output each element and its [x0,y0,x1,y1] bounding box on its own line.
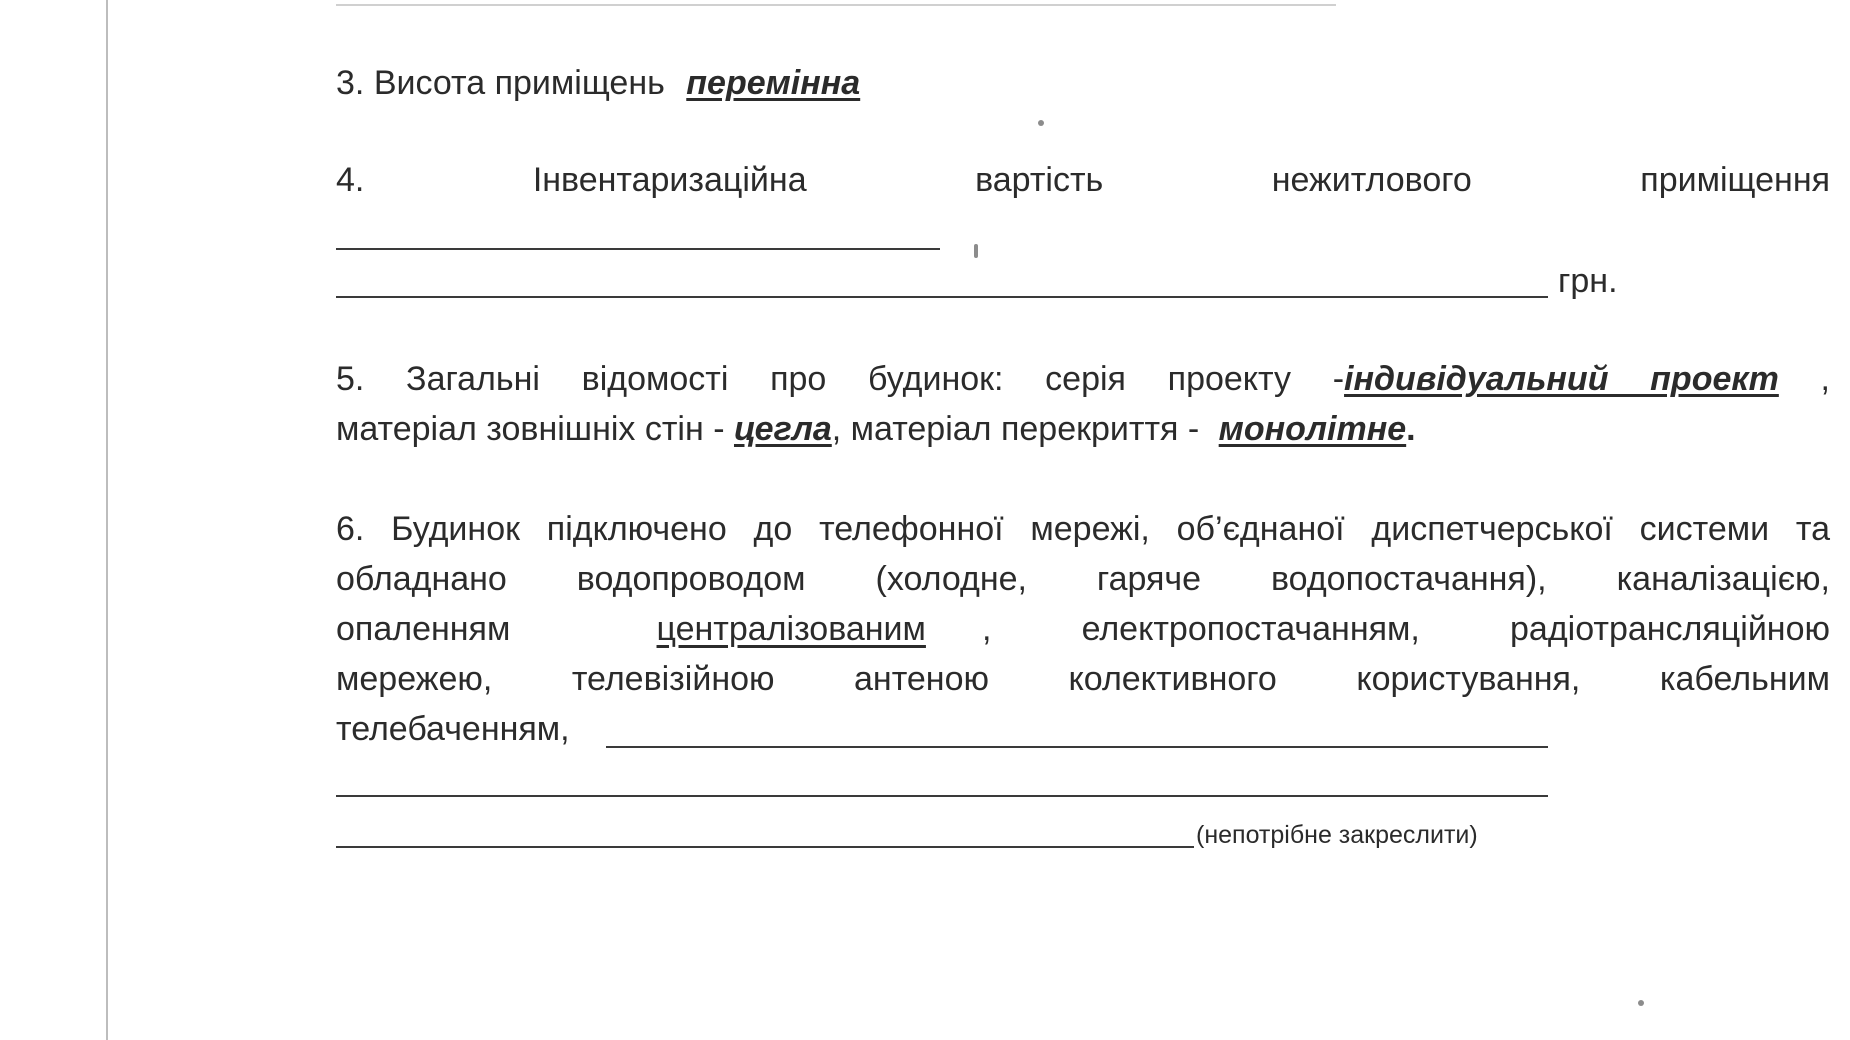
item-6-line-3-rest: , електропостачанням, радіотрансляційною [981,610,1830,648]
item-6-blank-line-1 [606,746,1548,748]
item-4-word-4: приміщення [1640,161,1831,199]
item-6-heating-value: централізованим [656,610,926,648]
scan-speck [1038,120,1044,126]
item-5-line-2 [336,404,1416,454]
item-5-text: 5. Загальні відомості про будинок: серія проекту [336,360,1292,398]
item-5-walls-label: матеріал зовнішніх стін - [336,410,725,448]
item-4-unit: грн. [1558,262,1618,300]
item-6-line-2: обладнано водопроводом (холодне, гаряче водопостачання), каналізацією, [336,560,1830,598]
item-4-number: 4. [336,161,365,199]
item-6-blank-line-2 [336,795,1548,797]
item-3-value: перемінна [686,64,861,102]
scan-speck [974,244,978,258]
item-4-inventory-value [336,155,1830,205]
item-3-label: Висота приміщень [373,64,665,102]
item-5-floor-label: , матеріал перекриття - [831,410,1200,448]
scan-speck [1638,1000,1644,1006]
item-6-heating-label: опаленням [336,610,511,648]
page-edge [106,0,108,1040]
item-5-floor-value: монолітне [1218,410,1407,448]
item-4-blank-line-1 [336,248,940,250]
item-5-comma: , [1820,360,1830,398]
item-6-line-4: мережею, телевізійною антеною колективного користування, кабельним [336,660,1830,698]
item-3-number: 3. [336,64,365,102]
item-5-period: . [1406,410,1416,448]
item-4-word-3: нежитлового [1271,161,1472,199]
item-6-line-3 [336,604,1830,654]
item-5-series-value: індивідуальний проект [1344,360,1779,398]
item-4-word-1: Інвентаризаційна [532,161,807,199]
document-body [336,0,1830,1040]
item-6-note: (непотрібне закреслити) [1196,821,1478,849]
item-4-blank-line-2 [336,296,1548,298]
item-5-series-field [1333,360,1779,398]
item-3-height [336,58,860,108]
item-5-line-1 [336,354,1830,404]
cropped-previous-line [336,0,1336,6]
item-6-line-1: 6. Будинок підключено до телефонної мережі, об’єднаної диспетчерської системи та [336,510,1830,548]
item-6-line-5: телебаченням, [336,710,570,748]
item-5-walls-value: цегла [733,410,832,448]
item-5-dash: - [1332,360,1345,398]
item-4-word-2: вартість [975,161,1104,199]
item-6-blank-line-3 [336,846,1194,848]
